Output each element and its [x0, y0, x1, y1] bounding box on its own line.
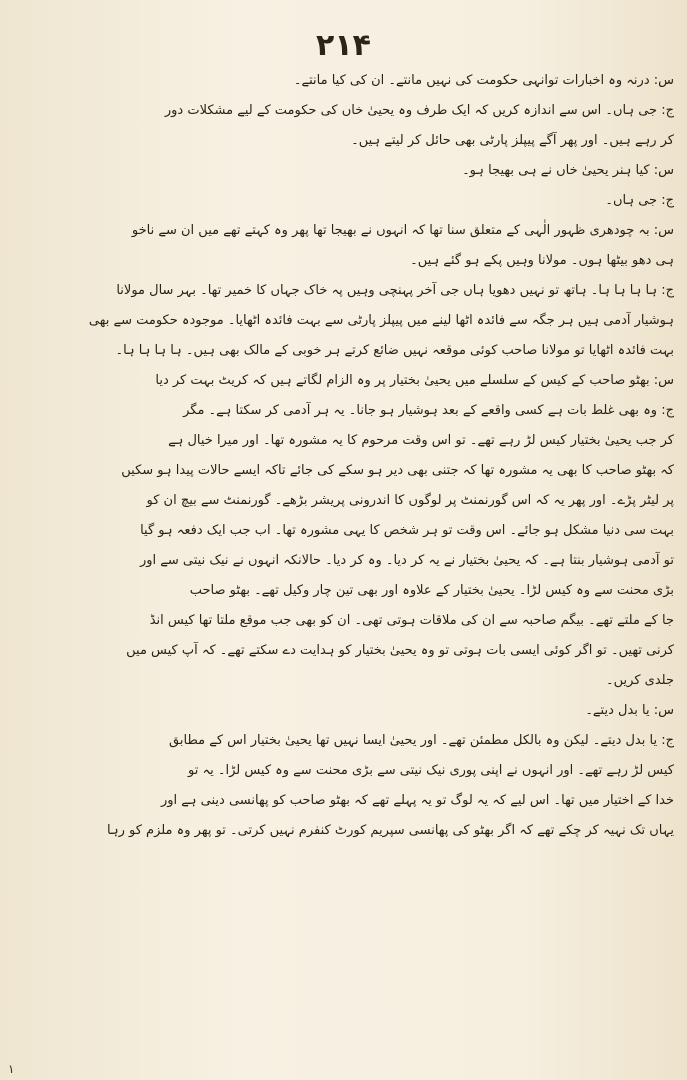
text-line: بہت فائدہ اٹھایا تو مولانا صاحب کوئی موقعہ نہیں ضائع کرتے ہر خوبی کے مالک بھی ہیں۔ ہا ہا ہا ہا۔ [115, 343, 674, 358]
text-line: س: بہ چودھری ظہور الٰہی کے متعلق سنا تھا کہ انہوں نے بھیجا تھا پھر وہ کہتے تھے میں ان سے ناخو [131, 223, 674, 238]
text-line: ہوشیار آدمی ہیں ہر جگہ سے فائدہ اٹھا لینے میں پیپلز پارٹی سے بہت فائدہ اٹھایا۔ موجودہ حکومت سے بھی [88, 313, 674, 328]
text-line: س: بھٹو صاحب کے کیس کے سلسلے میں یحییٰ بختیار پر وہ الزام لگاتے ہیں کہ کریٹ بہت کر دیا [155, 373, 674, 388]
text-line: جلدی کریں۔ [606, 673, 674, 688]
bottom-mark: ۱ [8, 1062, 15, 1076]
page-number: ۲۱۴ [316, 28, 371, 63]
text-line: ج: جی ہاں۔ [605, 193, 674, 208]
text-line: کیس لڑ رہے تھے۔ اور انہوں نے اپنی پوری نیک نیتی سے بڑی محنت سے وہ کیس لڑا۔ یہ تو [188, 763, 674, 778]
text-line: بڑی محنت سے وہ کیس لڑا۔ یحییٰ بختیار کے علاوہ اور بھی تین چار وکیل تھے۔ بھٹو صاحب [189, 583, 674, 598]
text-line: ہی دھو بیٹھا ہوں۔ مولانا وہیں پکے ہو گئے ہیں۔ [410, 253, 674, 268]
text-line: کہ بھٹو صاحب کا بھی یہ مشورہ تھا کہ جتنی بھی دیر ہو سکے کی جائے تاکہ ایسے حالات پیدا ہو سکیں [121, 463, 674, 478]
text-line: ج: وہ بھی غلط بات ہے کسی واقعے کے بعد ہوشیار ہو جانا۔ یہ ہر آدمی کر سکتا ہے۔ مگر [183, 403, 674, 418]
text-line: تو آدمی ہوشیار بنتا ہے۔ کہ یحییٰ بختیار نے یہ کر دیا۔ وہ کر دیا۔ حالانکہ انہوں نے نیک نیتی سے اور [139, 553, 674, 568]
text-line: خدا کے اختیار میں تھا۔ اس لیے کہ یہ لوگ تو یہ پہلے تھے کہ بھٹو صاحب کو پھانسی دینی ہے اور [161, 793, 674, 808]
text-line: بہت سی دنیا مشکل ہو جائے۔ اس وقت تو ہر شخص کا یہی مشورہ تھا۔ اب جب ایک دفعہ ہو گیا [140, 523, 674, 538]
text-line: ج: یا بدل دیتے۔ لیکن وہ بالکل مطمئن تھے۔ اور یحییٰ ایسا نہیں تھا یحییٰ بختیار اس کے مطابق [169, 733, 674, 748]
text-line: کر جب یحییٰ بختیار کیس لڑ رہے تھے۔ تو اس وقت مرحوم کا یہ مشورہ تھا۔ اور میرا خیال ہے [168, 433, 674, 448]
text-line: جا کے ملتے تھے۔ بیگم صاحبہ سے ان کی ملاقات ہوتی تھی۔ ان کو بھی جب موقع ملتا تھا کیس انڈ [149, 613, 674, 628]
text-line: کرنی تھیں۔ تو اگر کوئی ایسی بات ہوتی تو وہ یحییٰ بختیار کو ہدایت دے سکتے تھے۔ کہ آپ کیس میں [126, 643, 674, 658]
text-line: ج: ہا ہا ہا ہا۔ ہاتھ تو نہیں دھویا ہاں جی آخر پہنچی وہیں پہ خاک جہاں کا خمیر تھا۔ بہر سال مولانا [116, 283, 674, 298]
text-line: ج: جی ہاں۔ اس سے اندازہ کریں کہ ایک طرف وہ یحییٰ خاں کی حکومت کے لیے مشکلات دور [164, 103, 674, 118]
page-body-text [14, 66, 674, 846]
text-line: س: درنہ وہ اخبارات توانہی حکومت کی نہیں مانتے۔ ان کی کیا مانتے۔ [293, 73, 674, 88]
text-line: کر رہے ہیں۔ اور پھر آگے پیپلز پارٹی بھی حائل کر لیتے ہیں۔ [351, 133, 674, 148]
text-line: س: یا بدل دیتے۔ [585, 703, 674, 718]
text-line: س: کیا ہنر یحییٰ خاں نے ہی بھیجا ہو۔ [462, 163, 674, 178]
text-line: پر لیٹر پڑے۔ اور پھر یہ کہ اس گورنمنٹ پر لوگوں کا اندرونی پریشر بڑھے۔ گورنمنٹ سے بیچ ان کو [146, 493, 674, 508]
text-line: یہاں تک نہیہ کر چکے تھے کہ اگر بھٹو کی پھانسی سپریم کورٹ کنفرم نہیں کرتی۔ تو پھر وہ ملزم کو رہا [107, 823, 674, 838]
